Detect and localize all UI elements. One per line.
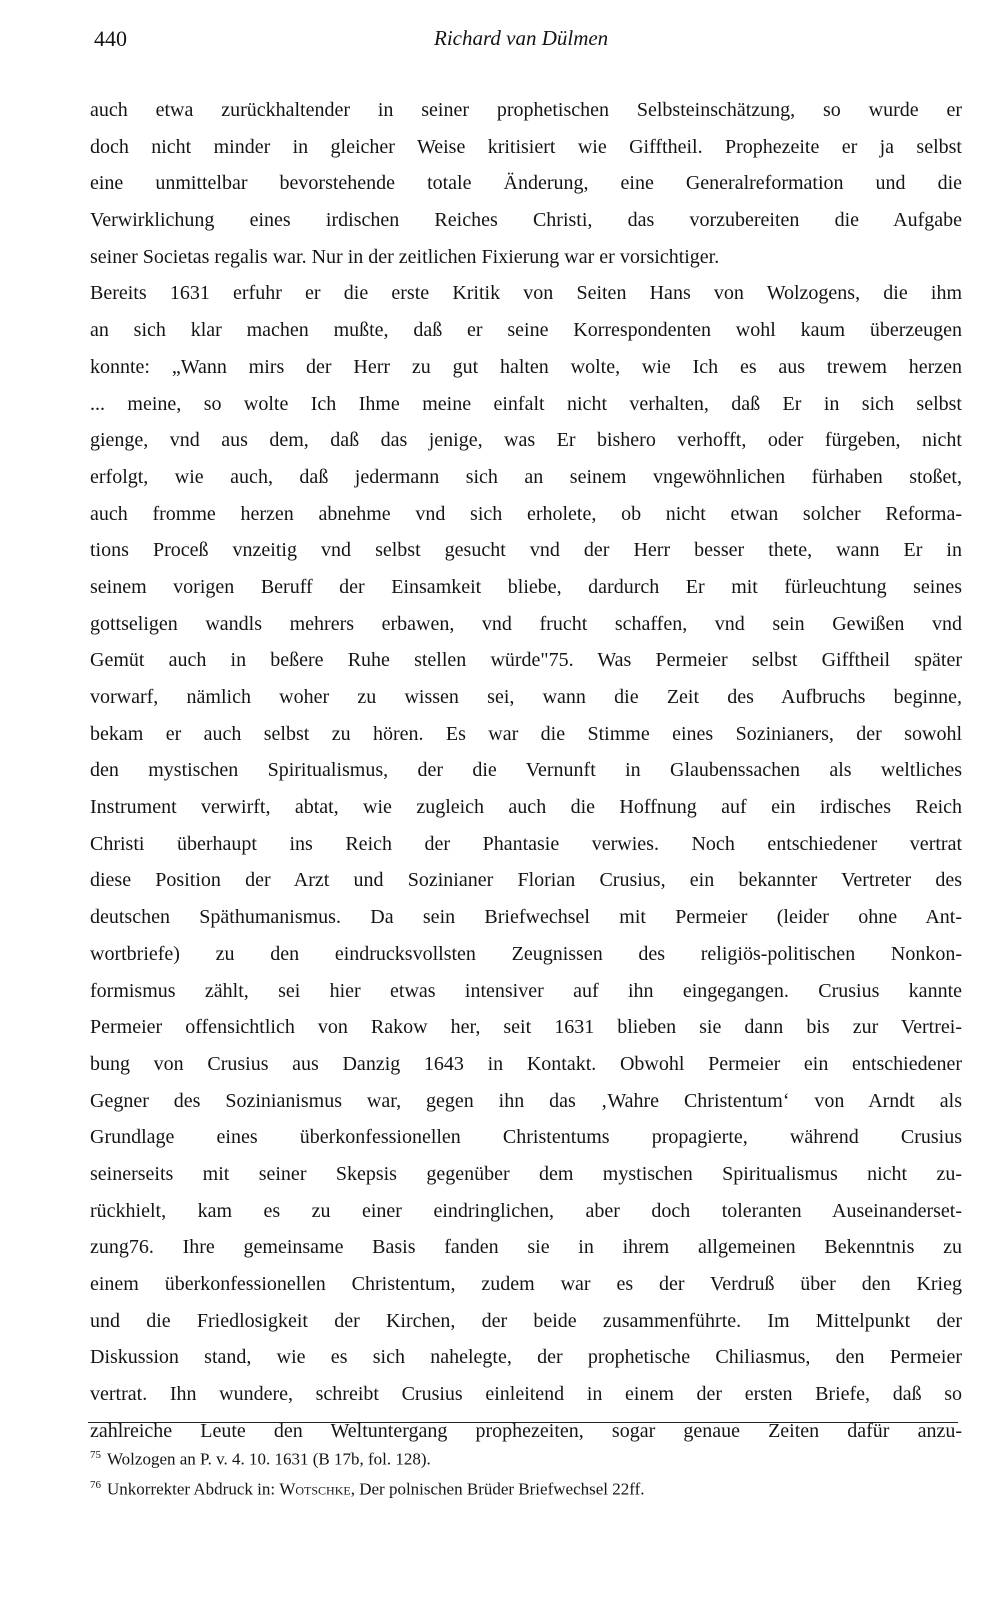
text-line: ... meine, so wolte Ich Ihme meine einfalt nicht verhalten, daß Er in sich selbst	[90, 392, 962, 415]
text-line: gottseligen wandls mehrers erbawen, vnd frucht schaffen, vnd sein Gewißen vnd	[90, 612, 962, 635]
running-head	[94, 26, 964, 60]
footnote-76	[90, 1470, 960, 1500]
text-line: und die Friedlosigkeit der Kirchen, der beide zusammenführte. Im Mittelpunkt der	[90, 1309, 962, 1332]
text-line: vertrat. Ihn wundere, schreibt Crusius einleitend in einem der ersten Briefe, daß so	[90, 1383, 962, 1406]
text-line: deutschen Späthumanismus. Da sein Briefwechsel mit Permeier (leider ohne Ant-	[90, 906, 962, 929]
text-line: seinem vorigen Beruff der Einsamkeit bliebe, dardurch Er mit fürleuchtung seines	[90, 575, 962, 598]
text-line: den mystischen Spiritualismus, der die Vernunft in Glaubenssachen als weltliches	[90, 759, 962, 782]
footnote-75	[90, 1440, 960, 1470]
text-line: doch nicht minder in gleicher Weise kritisiert wie Gifftheil. Prophezeite er ja selbst	[90, 135, 962, 158]
text-line: zung76. Ihre gemeinsame Basis fanden sie in ihrem allgemeinen Bekenntnis zu	[90, 1236, 962, 1259]
text-line: diese Position der Arzt und Sozinianer Florian Crusius, ein bekannter Vertreter des	[90, 869, 962, 892]
text-line: erfolgt, wie auch, daß jedermann sich an seinem vngewöhnlichen fürhaben stoßet,	[90, 465, 962, 488]
text-line: wortbriefe) zu den eindrucksvollsten Zeugnissen des religiös-politischen Nonkon-	[90, 942, 962, 965]
text-line: einem überkonfessionellen Christentum, zudem war es der Verdruß über den Krieg	[90, 1273, 962, 1295]
text-line: Gemüt auch in beßere Ruhe stellen würde"75. Was Permeier selbst Gifftheil später	[90, 649, 962, 672]
text-line: gienge, vnd aus dem, daß das jenige, was Er bishero verhofft, oder fürgeben, nicht	[90, 429, 962, 452]
text-line: Bereits 1631 erfuhr er die erste Kritik von Seiten Hans von Wolzogens, die ihm	[90, 282, 962, 305]
footnote-number: 75	[90, 1449, 101, 1461]
text-line: bung von Crusius aus Danzig 1643 in Kontakt. Obwohl Permeier ein entschiedener	[90, 1052, 962, 1075]
text-line: Verwirklichung eines irdischen Reiches Christi, das vorzubereiten die Aufgabe	[90, 209, 962, 232]
text-line: auch etwa zurückhaltender in seiner prophetischen Selbsteinschätzung, so wurde er	[90, 99, 962, 121]
footnote-text: Unkorrekter Abdruck in:	[107, 1479, 276, 1499]
footnote-text: Wolzogen an P. v. 4. 10. 1631 (B 17b, fol. 128).	[107, 1449, 431, 1469]
footnote-divider	[88, 1422, 958, 1423]
text-line: zahlreiche Leute den Weltuntergang prophezeiten, sogar genaue Zeiten dafür anzu-	[90, 1419, 962, 1442]
text-line: eine unmittelbar bevorstehende totale Änderung, eine Generalreformation und die	[90, 172, 962, 195]
text-line: bekam er auch selbst zu hören. Es war die Stimme eines Sozinianers, der sowohl	[90, 722, 962, 745]
text-line: Permeier offensichtlich von Rakow her, seit 1631 blieben sie dann bis zur Vertrei-	[90, 1016, 962, 1039]
footnote-text-rest: , Der polnischen Brüder Briefwechsel 22ff.	[350, 1479, 645, 1499]
text-line: tions Proceß vnzeitig vnd selbst gesucht vnd der Herr besser thete, wann Er in	[90, 539, 962, 562]
body-text	[90, 92, 962, 1449]
text-line: Grundlage eines überkonfessionellen Christentums propagierte, während Crusius	[90, 1126, 962, 1149]
footnotes	[90, 1440, 960, 1500]
footnote-number: 76	[90, 1479, 101, 1491]
footnote-author: Wotschke	[279, 1479, 351, 1499]
text-line: rückhielt, kam es zu einer eindringlichen, aber doch toleranten Auseinanderset-	[90, 1199, 962, 1222]
text-line: auch fromme herzen abnehme vnd sich erholete, ob nicht etwan solcher Reforma-	[90, 502, 962, 525]
text-line: an sich klar machen mußte, daß er seine Korrespondenten wohl kaum überzeugen	[90, 319, 962, 342]
text-line: Christi überhaupt ins Reich der Phantasie verwies. Noch entschiedener vertrat	[90, 832, 962, 855]
text-line: formismus zählt, sei hier etwas intensiver auf ihn eingegangen. Crusius kannte	[90, 979, 962, 1002]
page-number: 440	[94, 26, 127, 51]
text-line: seinerseits mit seiner Skepsis gegenüber dem mystischen Spiritualismus nicht zu-	[90, 1162, 962, 1185]
running-title: Richard van Dülmen	[434, 26, 609, 50]
text-line: Instrument verwirft, abtat, wie zugleich auch die Hoffnung auf ein irdisches Reich	[90, 796, 962, 819]
text-line: vorwarf, nämlich woher zu wissen sei, wann die Zeit des Aufbruchs beginne,	[90, 686, 962, 708]
text-line: konnte: „Wann mirs der Herr zu gut halten wolte, wie Ich es aus trewem herzen	[90, 355, 962, 378]
text-line: Gegner des Sozinianismus war, gegen ihn das ‚Wahre Christentum‘ von Arndt als	[90, 1089, 962, 1112]
text-line: Diskussion stand, wie es sich nahelegte, der prophetische Chiliasmus, den Permeier	[90, 1346, 962, 1369]
text-line: seiner Societas regalis war. Nur in der zeitlichen Fixierung war er vorsichtiger.	[90, 245, 720, 268]
